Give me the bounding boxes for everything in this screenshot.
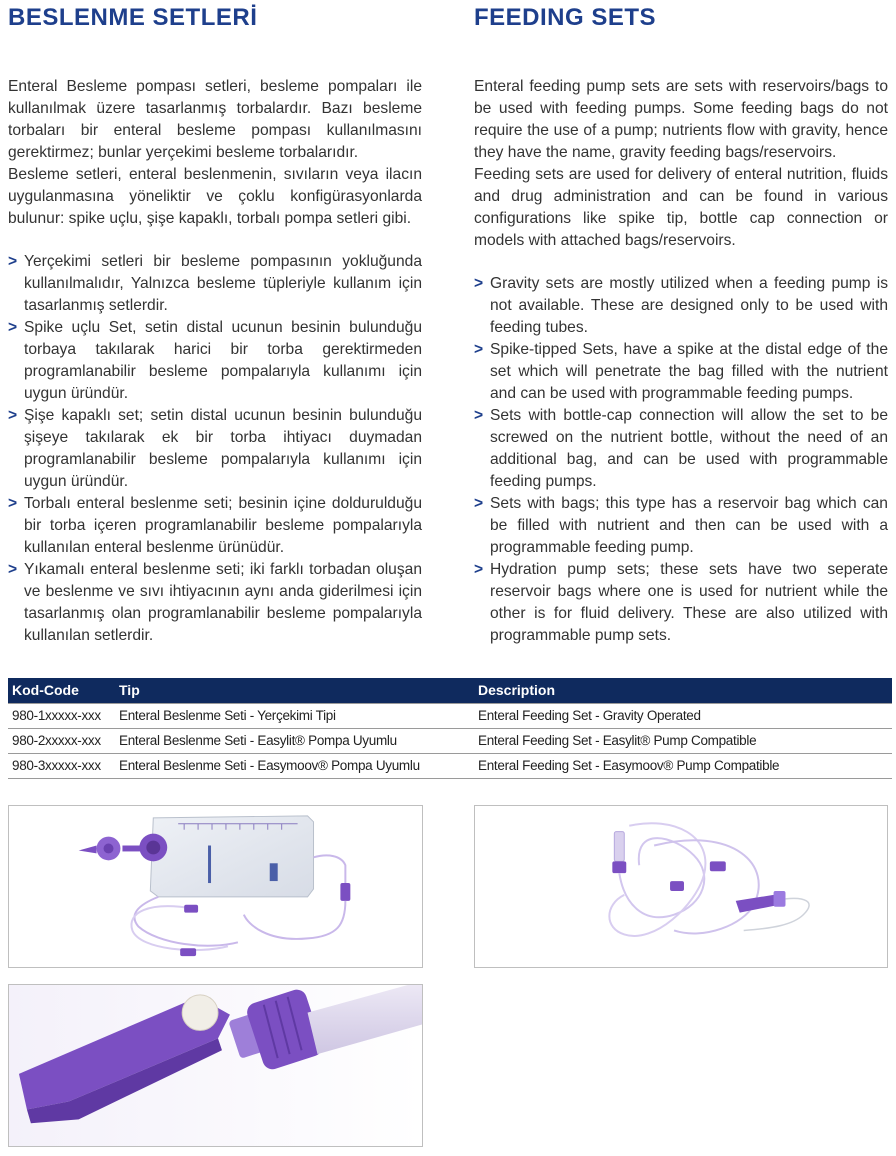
column-english bbox=[474, 76, 888, 647]
tr-paragraph-1: Enteral Besleme pompası setleri, besleme pompaları ile kullanılmak üzere tasarlanmış torbalardır. Bazı besleme torbaları bir enteral besleme pompası kullanılmasını gerektirmez; bunlar yerçekimi besleme torbalarıdır. bbox=[8, 78, 422, 161]
list-item: > Torbalı enteral beslenme seti; besinin içine doldurulduğu bir torba içeren programlanabilir besleme pompalarıyla kullanılan enteral beslenme ürünüdür. bbox=[8, 495, 422, 556]
table-header-row bbox=[8, 678, 892, 703]
list-item: > Sets with bottle-cap connection will allow the set to be screwed on the nutrient bottle, without the need of an additional bag, and can be used with programmable feeding pumps. bbox=[474, 407, 888, 490]
tr-paragraph-2: Besleme setleri, enteral beslenmenin, sıvıların veya ilacın uygulanmasına yöneliktir ve çoklu konfigürasyonlarda bulunur: spike uçlu, şişe kapaklı, torbalı pompa setleri gibi. bbox=[8, 166, 422, 227]
en-paragraph-2: Feeding sets are used for delivery of enteral nutrition, fluids and drug administration and can be found in various configurations like spike tip, bottle cap connection or models with attached bags/reservoirs. bbox=[474, 166, 888, 249]
pump-set-illustration bbox=[475, 806, 887, 967]
tr-bullet-list bbox=[8, 251, 422, 647]
list-item: > Yerçekimi setleri bir besleme pompasının yokluğunda kullanılmalıdır, Yalnızca besleme tüpleriyle kullanım için tasarlanmış setlerdir. bbox=[8, 253, 422, 314]
cell-type: Enteral Beslenme Seti - Easymoov® Pompa Uyumlu bbox=[115, 753, 474, 778]
list-item: > Hydration pump sets; these sets have two seperate reservoir bags where one is used for nutrient while the other is for fluid delivery. These are also utilized with programmable pump sets. bbox=[474, 561, 888, 644]
cell-code: 980-3xxxxx-xxx bbox=[8, 753, 115, 778]
connector-illustration bbox=[9, 985, 422, 1146]
column-turkish bbox=[8, 76, 422, 647]
feeding-bag-photo bbox=[8, 805, 423, 968]
arrow-icon: > bbox=[8, 253, 18, 270]
cell-description: Enteral Feeding Set - Gravity Operated bbox=[474, 703, 892, 728]
arrow-icon: > bbox=[8, 561, 18, 578]
arrow-icon: > bbox=[8, 407, 18, 424]
table-row bbox=[8, 703, 892, 728]
cell-type: Enteral Beslenme Seti - Yerçekimi Tipi bbox=[115, 703, 474, 728]
arrow-icon: > bbox=[8, 495, 18, 512]
cell-description: Enteral Feeding Set - Easymoov® Pump Compatible bbox=[474, 753, 892, 778]
pump-set-photo bbox=[474, 805, 888, 968]
en-bullet-list bbox=[474, 273, 888, 647]
arrow-icon: > bbox=[474, 275, 484, 292]
header-description: Description bbox=[478, 682, 556, 699]
en-paragraph-1: Enteral feeding pump sets are sets with reservoirs/bags to be used with feeding pumps. Some feeding bags do not require the use of a pump; nutrients flow with gravity, hence they have the name, gravity feeding bags/reservoirs. bbox=[474, 78, 888, 161]
arrow-icon: > bbox=[8, 319, 18, 336]
cell-type: Enteral Beslenme Seti - Easylit® Pompa Uyumlu bbox=[115, 728, 474, 753]
cell-code: 980-1xxxxx-xxx bbox=[8, 703, 115, 728]
product-code-table bbox=[8, 678, 892, 779]
arrow-icon: > bbox=[474, 341, 484, 358]
connector-closeup-photo bbox=[8, 984, 423, 1147]
list-item: > Sets with bags; this type has a reservoir bag which can be filled with nutrient and then can be used with a programmable feeding pump. bbox=[474, 495, 888, 556]
list-item: > Spike uçlu Set, setin distal ucunun besinin bulunduğu torbaya takılarak harici bir torba gerektirmeden programlanabilir besleme pompalarıyla kullanımı için uygun üründür. bbox=[8, 319, 422, 402]
list-item: > Yıkamalı enteral beslenme seti; iki farklı torbadan oluşan ve beslenme ve sıvı ihtiyacının aynı anda giderilmesi için tasarlanmış olan programlanabilir besleme pompalarıyla kullanılan setlerdir. bbox=[8, 561, 422, 644]
list-item: > Şişe kapaklı set; setin distal ucunun besinin bulunduğu şişeye takılarak ek bir torba ihtiyacı duymadan programlanabilir besleme pompalarıyla kullanımı için uygun üründür. bbox=[8, 407, 422, 490]
arrow-icon: > bbox=[474, 495, 484, 512]
arrow-icon: > bbox=[474, 561, 484, 578]
cell-code: 980-2xxxxx-xxx bbox=[8, 728, 115, 753]
title-en: FEEDING SETS bbox=[474, 4, 657, 31]
cell-description: Enteral Feeding Set - Easylit® Pump Compatible bbox=[474, 728, 892, 753]
table-row bbox=[8, 728, 892, 753]
table-row bbox=[8, 753, 892, 778]
list-item: > Gravity sets are mostly utilized when a feeding pump is not available. These are designed only to be used with feeding tubes. bbox=[474, 275, 888, 336]
header-code: Kod-Code bbox=[12, 682, 79, 699]
list-item: > Spike-tipped Sets, have a spike at the distal edge of the set which will penetrate the bag filled with the nutrient and can be used with programmable feeding pumps. bbox=[474, 341, 888, 402]
arrow-icon: > bbox=[474, 407, 484, 424]
header-type: Tip bbox=[119, 682, 140, 699]
title-tr: BESLENME SETLERİ bbox=[8, 4, 258, 31]
feeding-bag-illustration bbox=[9, 806, 422, 967]
